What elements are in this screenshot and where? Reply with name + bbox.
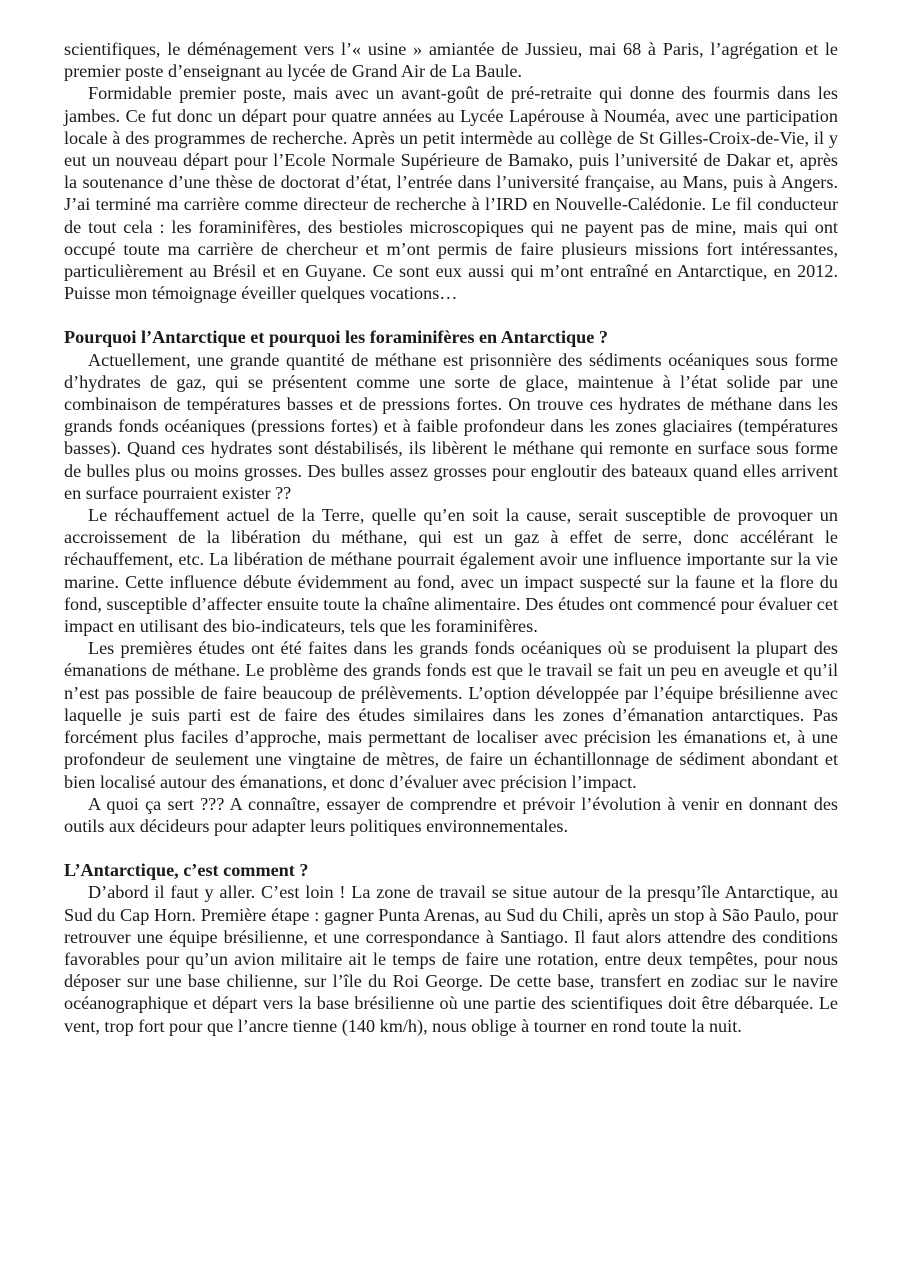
why-paragraph-2: Le réchauffement actuel de la Terre, quelle qu’en soit la cause, serait susceptible de provoquer un accroissement de la libération du méthane, qui est un gaz à effet de serre, donc accélérant le réchauffement, etc. La libération de méthane pourrait également avoir une influence importante sur la vie marine. Cette influence débute évidemment au fond, avec un impact suspecté sur la faune et la flore du fond, susceptible d’affecter ensuite toute la chaîne alimentaire. Des études ont commencé pour évaluer cet impact en utilisant des bio-indicateurs, tels que les foraminifères.	[64, 505, 838, 637]
intro-paragraph-1: scientifiques, le déménagement vers l’« usine » amiantée de Jussieu, mai 68 à Paris, l’agrégation et le premier poste d’enseignant au lycée de Grand Air de La Baule.	[64, 39, 838, 82]
intro-paragraph-2: Formidable premier poste, mais avec un avant-goût de pré-retraite qui donne des fourmis dans les jambes. Ce fut donc un départ pour quatre années au Lycée Lapérouse à Nouméa, avec une participation locale à des programmes de recherche. Après un petit intermède au collège de St Gilles-Croix-de-Vie, il y eut un nouveau départ pour l’Ecole Normale Supérieure de Bamako, puis l’université de Dakar et, après la soutenance d’une thèse de doctorat d’état, l’entrée dans l’université française, au Mans, puis à Angers. J’ai terminé ma carrière comme directeur de recherche à l’IRD en Nouvelle-Calédonie. Le fil conducteur de tout cela : les foraminifères, des bestioles microscopiques qui ne payent pas de mine, mais qui ont occupé toute ma carrière de chercheur et m’ont permis de faire plusieurs missions fort intéressantes, particulièrement au Brésil et en Guyane. Ce sont eux aussi qui m’ont entraîné en Antarctique, en 2012. Puisse mon témoignage éveiller quelques vocations…	[64, 83, 838, 304]
section-why-antarctica	[64, 326, 838, 837]
why-paragraph-3: Les premières études ont été faites dans les grands fonds océaniques où se produisent la plupart des émanations de méthane. Le problème des grands fonds est que le travail se fait un peu en aveugle et qu’il n’est pas possible de faire beaucoup de prélèvements. L’option développée par l’équipe brésilienne avec laquelle je suis parti est de faire des études similaires dans les zones d’émanation antarctiques. Pas forcément plus faciles d’approche, mais permettant de localiser avec précision les émanations et, à une profondeur de seulement une vingtaine de mètres, de faire un échantillonnage de sédiment abondant et bien localisé autour des émanations, et donc d’évaluer avec précision l’impact.	[64, 638, 838, 792]
why-paragraph-1: Actuellement, une grande quantité de méthane est prisonnière des sédiments océaniques sous forme d’hydrates de gaz, qui se présentent comme une sorte de glace, maintenue à l’état solide par une combinaison de températures basses et de pressions fortes. On trouve ces hydrates de méthane dans les grands fonds océaniques (pressions fortes) et à faible profondeur dans les zones glaciaires (températures basses). Quand ces hydrates sont déstabilisés, ils libèrent le méthane qui remonte en surface sous forme de bulles plus ou moins grosses. Des bulles assez grosses pour engloutir des bateaux quand elles arrivent en surface pourraient exister ??	[64, 349, 838, 503]
how-paragraph-1: D’abord il faut y aller. C’est loin ! La zone de travail se situe autour de la presqu’île Antarctique, au Sud du Cap Horn. Première étape : gagner Punta Arenas, au Sud du Chili, après un stop à São Paulo, pour retrouver une équipe brésilienne, et une correspondance à Santiago. Il faut alors attendre des conditions favorables pour qu’un avion militaire ait le temps de faire une rotation, entre deux tempêtes, pour nous déposer sur une base chilienne, sur l’île du Roi George. De cette base, transfert en zodiac sur le navire océanographique et départ vers la base brésilienne où une partie des scientifiques doit être débarquée. Le vent, trop fort pour que l’ancre tienne (140 km/h), nous oblige à tourner en rond toute la nuit.	[64, 882, 838, 1036]
document-page	[64, 38, 838, 1037]
intro-section	[64, 38, 838, 304]
section-heading-antarctica-how: L’Antarctique, c’est comment ?	[64, 860, 309, 881]
section-antarctica-how	[64, 859, 838, 1037]
why-paragraph-4: A quoi ça sert ??? A connaître, essayer de comprendre et prévoir l’évolution à venir en donnant des outils aux décideurs pour adapter leurs politiques environnementales.	[64, 793, 838, 836]
section-heading-why-antarctica: Pourquoi l’Antarctique et pourquoi les foraminifères en Antarctique ?	[64, 327, 608, 348]
